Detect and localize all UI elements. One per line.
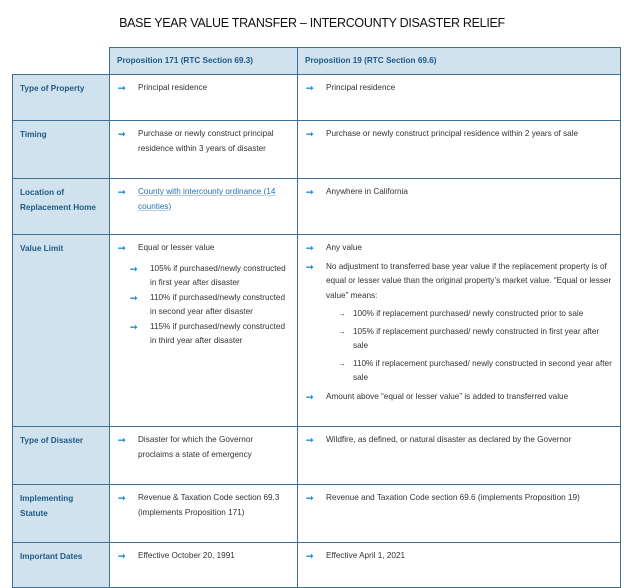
right-arrow-icon: ➞ [118,493,126,503]
table-row [13,485,621,543]
item-text: 100% if replacement purchased/ newly constructed prior to sale [353,309,584,318]
table-row [13,427,621,485]
prop19-cell [298,235,621,427]
item-text: 115% if purchased/newly constructed in third year after disaster [150,321,286,345]
list-item [118,241,289,256]
list-item [118,491,289,520]
intercounty-ordinance-link[interactable]: County with intercounty ordinance (14 counties) [138,187,276,211]
list-item [306,81,612,96]
item-text: Effective October 20, 1991 [138,551,235,560]
prop171-cell [110,427,298,485]
right-arrow-icon: ➞ [118,551,126,561]
list-item [118,433,289,462]
table-row [13,75,621,121]
item-text: 110% if replacement purchased/ newly constructed in second year after sale [353,358,612,382]
prop171-cell [110,235,298,427]
prop171-cell [110,485,298,543]
right-arrow-icon: ➞ [306,129,314,139]
prop19-cell [298,427,621,485]
header-blank-cell [13,48,110,75]
item-text: 105% if purchased/newly constructed in first year after disaster [150,263,286,287]
right-arrow-icon: ➞ [306,435,314,445]
column-header-prop19: Proposition 19 (RTC Section 69.6) [298,48,621,75]
prop19-cell [298,75,621,121]
item-text: Purchase or newly construct principal residence within 3 years of disaster [138,129,274,153]
table-row [13,179,621,235]
comparison-table [12,47,621,588]
right-arrow-icon: ➞ [118,243,126,253]
list-item [118,81,289,96]
list-item [306,390,612,405]
right-arrow-icon: ➞ [306,243,314,253]
prop19-cell [298,485,621,543]
item-text: Wildfire, as defined, or natural disaster as declared by the Governor [326,435,572,444]
right-arrow-icon: ➞ [306,261,314,272]
item-text: Principal residence [138,83,208,92]
sub-list-item [338,357,612,386]
prop19-cell [298,543,621,588]
right-arrow-icon: → [338,309,346,318]
table-header-row [13,48,621,75]
sub-list-item [130,320,289,349]
prop171-cell [110,121,298,179]
right-arrow-icon: ➞ [306,493,314,503]
sub-list-item [130,262,289,291]
right-arrow-icon: ➞ [130,321,138,332]
item-text: Revenue and Taxation Code section 69.6 (implements Proposition 19) [326,493,580,502]
right-arrow-icon: ➞ [118,129,126,139]
table-row [13,121,621,179]
item-text: Amount above “equal or lesser value” is added to transferred value [326,391,569,401]
item-text: Purchase or newly construct principal residence within 2 years of sale [326,129,579,138]
list-item [306,241,612,256]
right-arrow-icon: ➞ [130,263,138,274]
list-item [306,491,612,506]
item-text: Equal or lesser value [138,243,215,252]
sub-list-item [338,307,612,322]
sub-list-item [338,325,612,354]
list-item [118,127,289,156]
list-item [306,549,612,564]
prop171-cell [110,179,298,235]
list-item [306,260,612,386]
column-header-prop171: Proposition 171 (RTC Section 69.3) [110,48,298,75]
list-item [306,185,612,200]
row-label: Location of Replacement Home [13,179,110,235]
prop19-cell [298,179,621,235]
prop19-cell [298,121,621,179]
item-text: Disaster for which the Governor proclaims a state of emergency [138,435,254,459]
table-row [13,543,621,588]
right-arrow-icon: ➞ [118,83,126,93]
table-row [13,235,621,427]
right-arrow-icon: → [338,358,346,368]
page-title: BASE YEAR VALUE TRANSFER – INTERCOUNTY DISASTER RELIEF [119,16,505,30]
right-arrow-icon: → [338,326,346,336]
item-text: Revenue & Taxation Code section 69.3 (implements Proposition 171) [138,493,280,517]
sub-list-item [130,291,289,320]
row-label: Type of Property [13,75,110,121]
list-item [118,185,289,214]
list-item [306,127,612,142]
right-arrow-icon: ➞ [306,391,314,402]
prop171-cell [110,543,298,588]
right-arrow-icon: ➞ [306,83,314,93]
row-label: Type of Disaster [13,427,110,485]
prop171-cell [110,75,298,121]
right-arrow-icon: ➞ [118,435,126,445]
row-label: Timing [13,121,110,179]
item-text: No adjustment to transferred base year value if the replacement property is of equal or lesser value than the original property’s market value. “Equal or lesser value” means: [326,261,612,300]
list-item [118,549,289,564]
list-item [306,433,612,448]
row-label: Value Limit [13,235,110,427]
right-arrow-icon: ➞ [118,187,126,197]
item-text: Effective April 1, 2021 [326,551,406,560]
item-text: 110% if purchased/newly constructed in second year after disaster [150,292,286,316]
row-label: Important Dates [13,543,110,588]
item-text: Any value [326,243,362,252]
item-text: Principal residence [326,83,396,92]
item-text: 105% if replacement purchased/ newly constructed in first year after sale [353,326,600,350]
item-text: Anywhere in California [326,187,408,196]
right-arrow-icon: ➞ [130,292,138,303]
right-arrow-icon: ➞ [306,187,314,197]
row-label: Implementing Statute [13,485,110,543]
right-arrow-icon: ➞ [306,551,314,561]
